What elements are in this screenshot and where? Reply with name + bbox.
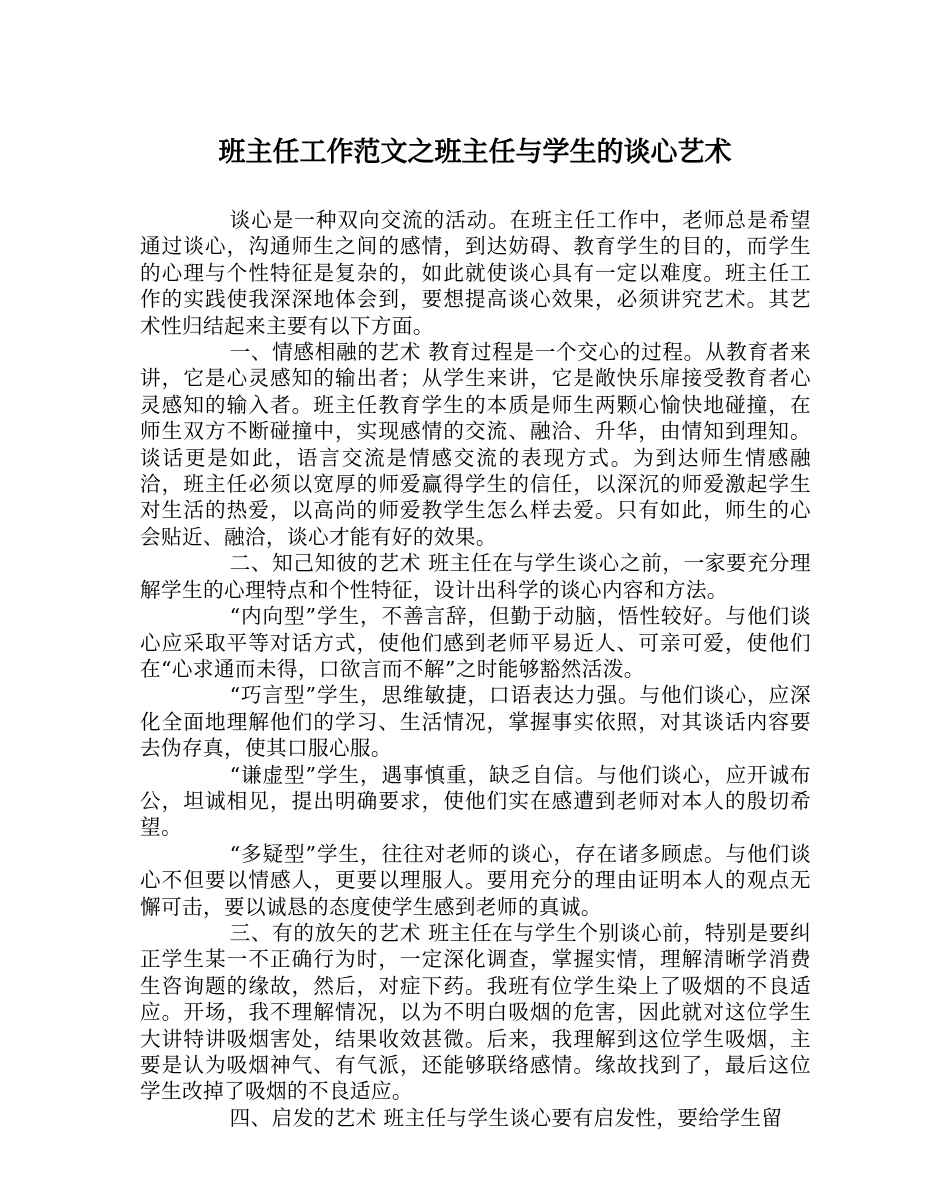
paragraph-section-2: 二、知己知彼的艺术 班主任在与学生谈心之前，一家要充分理解学生的心理特点和个性特征，设计出科学的谈心内容和方法。 [140, 551, 811, 602]
paragraph-modest-type: “谦虚型”学生，遇事慎重，缺乏自信。与他们谈心，应开诚布公，坦诚相见，提出明确要求，使他们实在感遭到老师对本人的殷切希望。 [140, 762, 811, 840]
paragraph-eloquent-type: “巧言型”学生，思维敏捷，口语表达力强。与他们谈心，应深化全面地理解他们的学习、生活情况，掌握事实依照，对其谈话内容要去伪存真，使其口服心服。 [140, 683, 811, 761]
paragraph-section-3: 三、有的放矢的艺术 班主任在与学生个别谈心前，特别是要纠正学生某一不正确行为时，一定深化调查，掌握实情，理解清晰学消费生咨询题的缘故，然后，对症下药。我班有位学生染上了吸烟的不良适应。开场，我不理解情况，以为不明白吸烟的危害，因此就对这位学生大讲特讲吸烟害处，结果收效甚微。后来，我理解到这位学生吸烟，主要是认为吸烟神气、有气派，还能够联络感情。缘故找到了，最后这位学生改掉了吸烟的不良适应。 [140, 920, 811, 1104]
document-title: 班主任工作范文之班主任与学生的谈心艺术 [218, 137, 732, 168]
paragraph-introvert-type: “内向型”学生，不善言辞，但勤于动脑，悟性较好。与他们谈心应采取平等对话方式，使他们感到老师平易近人、可亲可爱，使他们在“心求通而未得，口欲言而不解”之时能够豁然活泼。 [140, 604, 811, 681]
paragraph-suspicious-type: “多疑型”学生，往往对老师的谈心，存在诸多顾虑。与他们谈心不但要以情感人，更要以理服人。要用充分的理由证明本人的观点无懈可击，要以诚恳的态度使学生感到老师的真诚。 [140, 841, 811, 919]
paragraph-intro: 谈心是一种双向交流的活动。在班主任工作中，老师总是希望通过谈心，沟通师生之间的感情，到达妨碍、教育学生的目的，而学生的心理与个性特征是复杂的，如此就使谈心具有一定以难度。班主任工作的实践使我深深地体会到，要想提高谈心效果，必须讲究艺术。其艺术性归结起来主要有以下方面。 [140, 208, 811, 338]
document-body [140, 207, 811, 1131]
paragraph-section-1: 一、情感相融的艺术 教育过程是一个交心的过程。从教育者来讲，它是心灵感知的输出者；从学生来讲，它是敞快乐扉接受教育者心灵感知的输入者。班主任教育学生的本质是师生两颗心愉快地碰撞，在师生双方不断碰撞中，实现感情的交流、融洽、升华，由情知到理知。谈话更是如此，语言交流是情感交流的表现方式。为到达师生情感融洽，班主任必须以宽厚的师爱赢得学生的信任，以深沉的师爱激起学生对生活的热爱，以高尚的师爱教学生怎么样去爱。只有如此，师生的心会贴近、融洽，谈心才能有好的效果。 [140, 340, 811, 549]
paragraph-section-4: 四、启发的艺术 班主任与学生谈心要有启发性，要给学生留 [229, 1105, 783, 1130]
